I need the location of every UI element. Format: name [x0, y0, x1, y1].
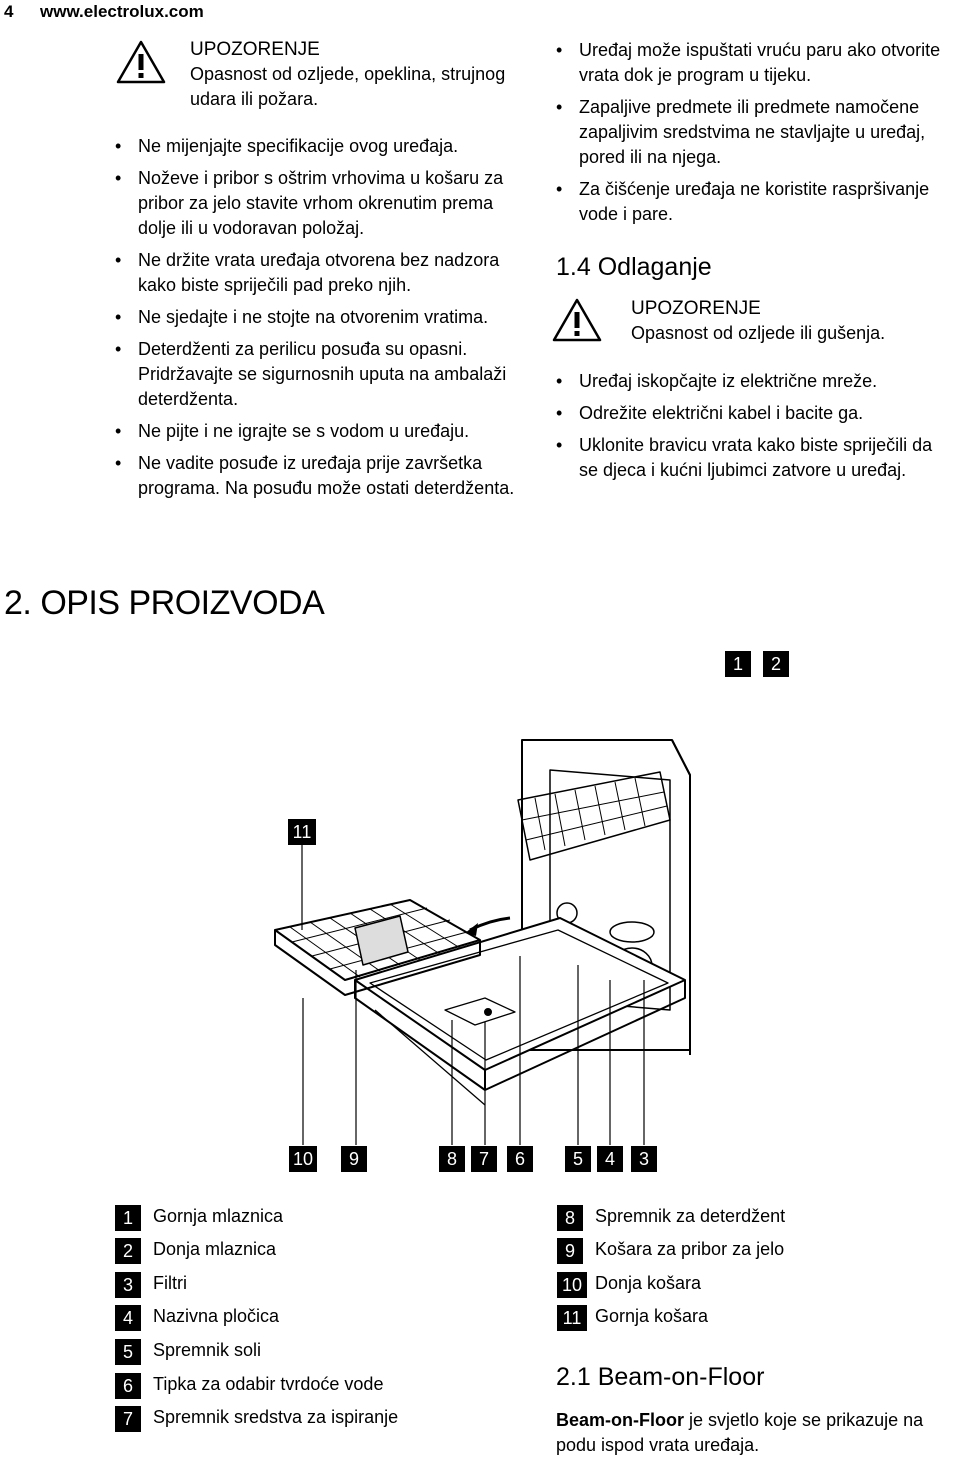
callout-4: 4 — [597, 1146, 623, 1172]
section-title: OPIS PROIZVODA — [40, 584, 325, 622]
legend-label: Tipka za odabir tvrdoće vode — [153, 1374, 384, 1394]
legend-number: 2 — [115, 1238, 141, 1264]
list-item: • Odrežite električni kabel i bacite ga. — [556, 401, 956, 426]
list-item: • Ne mijenjajte specifikacije ovog uređaja. — [115, 134, 515, 159]
legend-label: Košara za pribor za jelo — [595, 1239, 785, 1259]
list-item: • Za čišćenje uređaja ne koristite raspršivanje vode i pare. — [556, 177, 956, 227]
warning-block-1 — [190, 38, 530, 112]
section-heading-2 — [4, 583, 324, 623]
callout-8: 8 — [439, 1146, 465, 1172]
legend-label: Spremnik soli — [153, 1340, 262, 1360]
warning-block-2 — [631, 297, 951, 346]
callout-2: 2 — [763, 651, 789, 677]
section-title: Odlaganje — [597, 253, 712, 281]
section-number: 1.4 — [556, 253, 591, 281]
dishwasher-diagram — [260, 680, 730, 1150]
warning-icon — [552, 298, 602, 342]
legend-label: Donja mlaznica — [153, 1239, 277, 1259]
legend-number: 10 — [557, 1272, 587, 1298]
legend-number: 3 — [115, 1272, 141, 1298]
legend-number: 7 — [115, 1406, 141, 1432]
callout-11: 11 — [288, 819, 316, 845]
beam-text: je svjetlo koje se prikazuje na podu ispod vrata uređaja. — [556, 1410, 924, 1455]
legend-number: 1 — [115, 1205, 141, 1231]
legend-label: Spremnik sredstva za ispiranje — [153, 1407, 399, 1427]
legend-label: Filtri — [153, 1273, 187, 1293]
legend-number: 5 — [115, 1339, 141, 1365]
legend-label: Spremnik za deterdžent — [595, 1206, 786, 1226]
website-url: www.electrolux.com — [40, 2, 204, 21]
list-item: • Noževe i pribor s oštrim vrhovima u košaru za pribor za jelo stavite vrhom okrenutim prema dolje ili u vodoravan položaj. — [115, 166, 515, 241]
list-item: • Ne vadite posuđe iz uređaja prije završetka programa. Na posuđu može ostati deterdženta. — [115, 451, 515, 501]
legend-label: Nazivna pločica — [153, 1306, 280, 1326]
warning-title: UPOZORENJE — [631, 298, 761, 319]
legend-number: 4 — [115, 1305, 141, 1331]
warning-icon — [116, 40, 166, 84]
disposal-list — [556, 369, 956, 490]
callout-3: 3 — [631, 1146, 657, 1172]
beam-description — [556, 1408, 956, 1458]
warning-text: Opasnost od ozljede ili gušenja. — [631, 323, 886, 343]
list-item: • Ne pijte i ne igrajte se s vodom u uređaju. — [115, 419, 515, 444]
list-item: • Uklonite bravicu vrata kako biste spriječili da se djeca i kućni ljubimci zatvore u uređaj. — [556, 433, 956, 483]
callout-10: 10 — [289, 1146, 317, 1172]
list-item: • Uređaj može ispuštati vruću paru ako otvorite vrata dok je program u tijeku. — [556, 38, 956, 88]
callout-6: 6 — [507, 1146, 533, 1172]
legend-label: Gornja košara — [595, 1306, 709, 1326]
list-item: • Uređaj iskopčajte iz električne mreže. — [556, 369, 956, 394]
legend-number: 9 — [557, 1238, 583, 1264]
section-number: 2. — [4, 584, 32, 622]
safety-list-right — [556, 38, 956, 234]
legend-number: 8 — [557, 1205, 583, 1231]
callout-1: 1 — [725, 651, 751, 677]
safety-list-left — [115, 134, 515, 508]
section-heading-1-4 — [556, 252, 712, 282]
callout-7: 7 — [471, 1146, 497, 1172]
callout-9: 9 — [341, 1146, 367, 1172]
section-title: Beam-on-Floor — [597, 1363, 765, 1391]
legend-number: 11 — [557, 1305, 587, 1331]
list-item: • Deterdženti za perilicu posuđa su opasni. Pridržavajte se sigurnosnih uputa na ambalaži deterdženta. — [115, 337, 515, 412]
legend-label: Gornja mlaznica — [153, 1206, 284, 1226]
warning-title: UPOZORENJE — [190, 39, 320, 60]
section-heading-2-1 — [556, 1362, 764, 1392]
legend-number: 6 — [115, 1373, 141, 1399]
list-item: • Ne držite vrata uređaja otvorena bez nadzora kako biste spriječili pad preko njih. — [115, 248, 515, 298]
list-item: • Ne sjedajte i ne stojte na otvorenim vratima. — [115, 305, 515, 330]
warning-text: Opasnost od ozljede, opeklina, strujnog udara ili požara. — [190, 64, 506, 109]
list-item: • Zapaljive predmete ili predmete namočene zapaljivim sredstvima ne stavljajte u uređaj, pored ili na njega. — [556, 95, 956, 170]
section-number: 2.1 — [556, 1363, 591, 1391]
callout-5: 5 — [565, 1146, 591, 1172]
legend-label: Donja košara — [595, 1273, 702, 1293]
beam-term: Beam-on-Floor — [556, 1410, 684, 1430]
page-number: 4 — [4, 2, 14, 21]
